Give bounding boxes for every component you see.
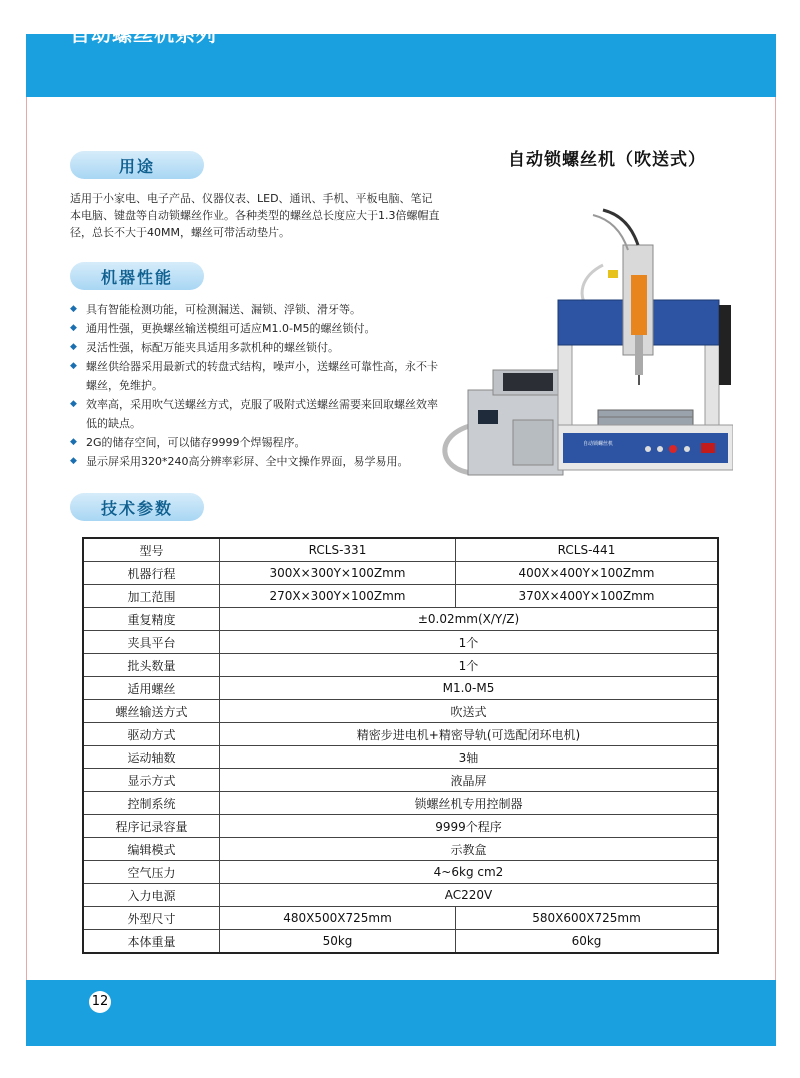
table-row [83, 746, 718, 769]
screw-machine-image [433, 205, 733, 485]
spec-value-rcls441: RCLS-441 [456, 538, 719, 562]
table-row [83, 769, 718, 792]
table-row [83, 608, 718, 631]
spec-value-rcls331: 50kg [220, 930, 456, 954]
spec-label: 空气压力 [83, 861, 220, 884]
diamond-bullet-icon: ◆ [70, 323, 77, 333]
spec-value-shared: 1个 [220, 654, 719, 677]
list-item: ◆ 2G的储存空间，可以储存9999个焊锡程序。 [70, 433, 440, 452]
series-title: 自动螺丝机系列 [70, 22, 217, 46]
spec-label: 螺丝输送方式 [83, 700, 220, 723]
table-row [83, 723, 718, 746]
table-row [83, 907, 718, 930]
table-row [83, 700, 718, 723]
table-row [83, 815, 718, 838]
diamond-bullet-icon: ◆ [70, 342, 77, 352]
diamond-bullet-icon: ◆ [70, 361, 77, 371]
spec-label: 运动轴数 [83, 746, 220, 769]
list-item: ◆ 效率高，采用吹气送螺丝方式，克服了吸附式送螺丝需要来回取螺丝效率低的缺点。 [70, 395, 440, 433]
spec-label: 适用螺丝 [83, 677, 220, 700]
spec-value-rcls331: 300X×300Y×100Zmm [220, 562, 456, 585]
spec-label: 控制系统 [83, 792, 220, 815]
diamond-bullet-icon: ◆ [70, 456, 77, 466]
spec-label: 加工范围 [83, 585, 220, 608]
spec-value-shared: 1个 [220, 631, 719, 654]
table-row [83, 677, 718, 700]
list-item: ◆ 显示屏采用320*240高分辨率彩屏、全中文操作界面，易学易用。 [70, 452, 440, 471]
spec-value-rcls331: 270X×300Y×100Zmm [220, 585, 456, 608]
usage-text: 适用于小家电、电子产品、仪器仪表、LED、通讯、手机、平板电脑、笔记本电脑、键盘等自动锁螺丝作业。各种类型的螺丝总长度应大于1.3倍螺帽直径，总长不大于40MM，螺丝可带活动垫片。 [70, 192, 440, 239]
spec-value-shared: 液晶屏 [220, 769, 719, 792]
footer-band [26, 980, 776, 1046]
list-item: ◆ 具有智能检测功能，可检测漏送、漏锁、浮锁、滑牙等。 [70, 300, 440, 319]
table-row [83, 585, 718, 608]
page-number: 12 [89, 991, 111, 1013]
spec-label: 夹具平台 [83, 631, 220, 654]
spec-value-shared: 3轴 [220, 746, 719, 769]
table-row [83, 930, 718, 954]
list-item: ◆ 通用性强，更换螺丝输送模组可适应M1.0-M5的螺丝锁付。 [70, 319, 440, 338]
table-row [83, 861, 718, 884]
performance-heading: 机器性能 [70, 262, 204, 290]
spec-value-shared: M1.0-M5 [220, 677, 719, 700]
product-title: 自动锁螺丝机（吹送式） [508, 150, 706, 170]
table-row [83, 884, 718, 907]
table-row [83, 538, 718, 562]
spec-value-rcls441: 60kg [456, 930, 719, 954]
spec-label: 程序记录容量 [83, 815, 220, 838]
spec-label: 机器行程 [83, 562, 220, 585]
spec-label: 外型尺寸 [83, 907, 220, 930]
table-row [83, 562, 718, 585]
spec-label: 批头数量 [83, 654, 220, 677]
spec-label: 重复精度 [83, 608, 220, 631]
spec-value-shared: AC220V [220, 884, 719, 907]
spec-value-shared: 示教盒 [220, 838, 719, 861]
diamond-bullet-icon: ◆ [70, 304, 77, 314]
spec-label: 型号 [83, 538, 220, 562]
spec-label: 编辑模式 [83, 838, 220, 861]
spec-value-shared: 吹送式 [220, 700, 719, 723]
list-item: ◆ 灵活性强，标配万能夹具适用多款机种的螺丝锁付。 [70, 338, 440, 357]
spec-value-rcls441: 580X600X725mm [456, 907, 719, 930]
table-row [83, 792, 718, 815]
table-row [83, 631, 718, 654]
specs-heading: 技术参数 [70, 493, 204, 521]
spec-value-rcls331: RCLS-331 [220, 538, 456, 562]
spec-value-shared: 4~6kg cm2 [220, 861, 719, 884]
spec-value-rcls331: 480X500X725mm [220, 907, 456, 930]
diamond-bullet-icon: ◆ [70, 437, 77, 447]
spec-value-shared: ±0.02mm(X/Y/Z) [220, 608, 719, 631]
diamond-bullet-icon: ◆ [70, 399, 77, 409]
spec-value-rcls441: 400X×400Y×100Zmm [456, 562, 719, 585]
spec-value-rcls441: 370X×400Y×100Zmm [456, 585, 719, 608]
table-row [83, 654, 718, 677]
performance-list [70, 300, 440, 471]
spec-value-shared: 锁螺丝机专用控制器 [220, 792, 719, 815]
spec-value-shared: 精密步进电机+精密导轨(可选配闭环电机) [220, 723, 719, 746]
spec-label: 本体重量 [83, 930, 220, 954]
spec-table [82, 537, 719, 954]
spec-label: 驱动方式 [83, 723, 220, 746]
table-row [83, 838, 718, 861]
machine-panel-label: 自动锁螺丝机 [583, 441, 614, 447]
usage-heading: 用途 [70, 151, 204, 179]
spec-label: 入力电源 [83, 884, 220, 907]
list-item: ◆ 螺丝供给器采用最新式的转盘式结构，噪声小，送螺丝可靠性高，永不卡螺丝，免维护。 [70, 357, 440, 395]
spec-value-shared: 9999个程序 [220, 815, 719, 838]
spec-label: 显示方式 [83, 769, 220, 792]
